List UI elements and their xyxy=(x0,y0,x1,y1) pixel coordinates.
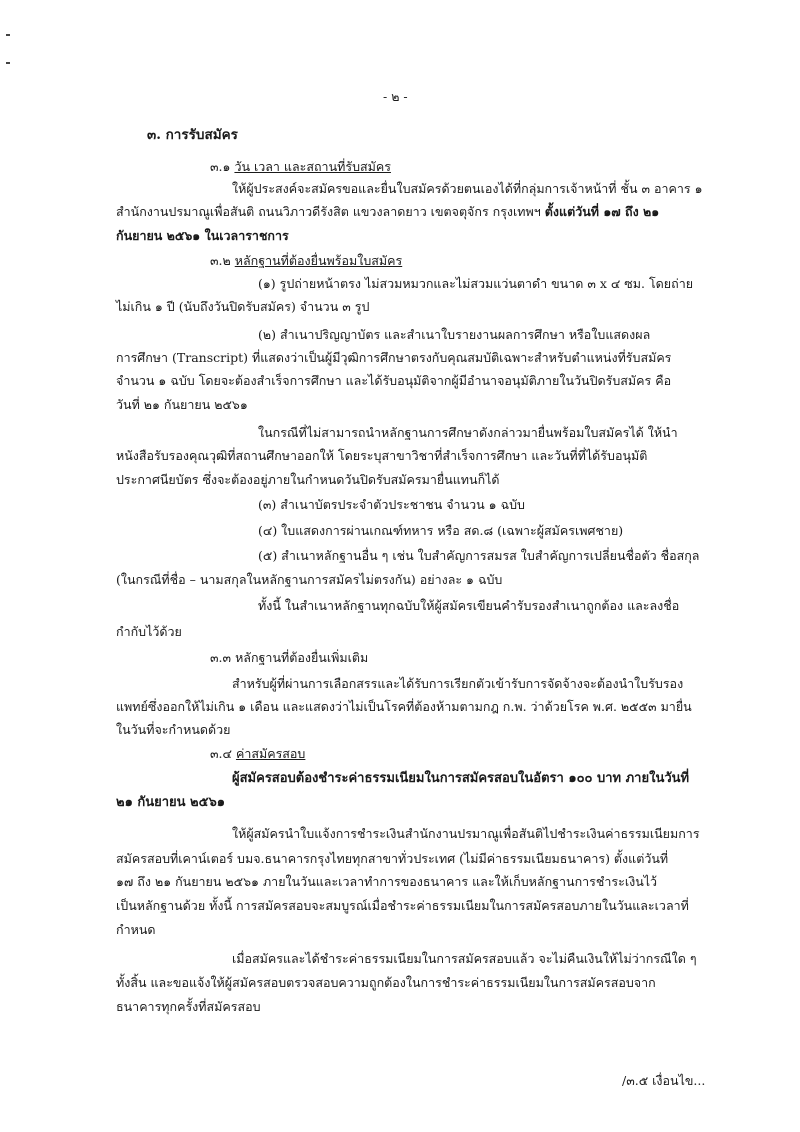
section-3-2-heading xyxy=(210,252,402,270)
paragraph-line: ทั้งสิ้น และขอแจ้งให้ผู้สมัครสอบตรวจสอบความถูกต้องในการชำระค่าธรรมเนียมในการสมัครสอบจาก xyxy=(116,975,656,990)
paragraph-line: ให้ผู้ประสงค์จะสมัครขอและยื่นใบสมัครด้วยตนเองได้ที่กลุ่มการเจ้าหน้าที่ ชั้น ๓ อาคาร ๑ xyxy=(232,181,703,196)
section-3-2-number: ๓.๒ xyxy=(210,253,231,268)
list-item-continued: การศึกษา (Transcript) ที่แสดงว่าเป็นผู้มีวุฒิการศึกษาตรงกับคุณสมบัติเฉพาะสำหรับตำแหน่งที่รับสมัคร xyxy=(116,350,672,365)
paragraph-line: กำกับไว้ด้วย xyxy=(116,624,182,639)
paragraph-bold-line: ผู้สมัครสอบต้องชำระค่าธรรมเนียมในการสมัครสอบในอัตรา ๑๐๐ บาท ภายในวันที่ xyxy=(232,771,690,786)
section-3-3-title: หลักฐานที่ต้องยื่นเพิ่มเติม xyxy=(235,650,369,665)
section-3-2-title: หลักฐานที่ต้องยื่นพร้อมใบสมัคร xyxy=(234,253,403,268)
continuation-note: /๓.๕ เงื่อนไข... xyxy=(622,1073,706,1088)
list-item: (๓) สำเนาบัตรประจำตัวประชาชน จำนวน ๑ ฉบับ xyxy=(258,497,525,512)
section-3-1-number: ๓.๑ xyxy=(210,159,231,174)
list-item-continued: ไม่เกิน ๑ ปี (นับถึงวันปิดรับสมัคร) จำนวน ๓ รูป xyxy=(116,299,370,314)
list-item: (๕) สำเนาหลักฐานอื่น ๆ เช่น ใบสำคัญการสมรส ใบสำคัญการเปลี่ยนชื่อตัว ชื่อสกุล xyxy=(258,548,700,563)
paragraph-line: เมื่อสมัครและได้ชำระค่าธรรมเนียมในการสมัครสอบแล้ว จะไม่คืนเงินให้ไม่ว่ากรณีใด ๆ xyxy=(232,951,697,966)
paragraph-line: กำหนด xyxy=(116,922,156,937)
paragraph-line: ประกาศนียบัตร ซึ่งจะต้องอยู่ภายในกำหนดวันปิดรับสมัครมายื่นแทนก็ได้ xyxy=(116,472,500,487)
scan-mark xyxy=(6,62,10,64)
section-3-4-heading xyxy=(210,745,305,763)
scan-mark xyxy=(6,34,10,36)
section-3-1-title: วัน เวลา และสถานที่รับสมัคร xyxy=(234,159,391,174)
paragraph-line: หนังสือรับรองคุณวุฒิที่สถานศึกษาออกให้ โดยระบุสาขาวิชาที่สำเร็จการศึกษา และวันที่ที่ได้รับอนุมัติ xyxy=(116,448,648,463)
paragraph-bold-line: กันยายน ๒๕๖๑ ในเวลาราชการ xyxy=(116,228,289,243)
section-3-3-heading xyxy=(210,649,368,667)
paragraph-text: สำนักงานปรมาณูเพื่อสันติ ถนนวิภาวดีรังสิต แขวงลาดยาว เขตจตุจักร กรุงเทพฯ xyxy=(116,204,541,219)
list-item: (๔) ใบแสดงการผ่านเกณฑ์ทหาร หรือ สด.๘ (เฉพาะผู้สมัครเพศชาย) xyxy=(258,523,624,538)
page-number: - ๒ - xyxy=(383,89,408,104)
paragraph-line: ธนาคารทุกครั้งที่สมัครสอบ xyxy=(116,999,261,1014)
section-3-title: ๓. การรับสมัคร xyxy=(147,127,238,143)
paragraph-bold-text: ตั้งแต่วันที่ ๑๗ ถึง ๒๑ xyxy=(544,204,660,219)
paragraph-line: ในวันที่จะกำหนดด้วย xyxy=(116,722,231,737)
paragraph-bold-line: ๒๑ กันยายน ๒๕๖๑ xyxy=(116,795,225,810)
paragraph-line xyxy=(116,203,659,221)
paragraph-line: เป็นหลักฐานด้วย ทั้งนี้ การสมัครสอบจะสมบูรณ์เมื่อชำระค่าธรรมเนียมในการสมัครสอบภายในวันและเวลาที่ xyxy=(116,898,689,913)
list-item: (๑) รูปถ่ายหน้าตรง ไม่สวมหมวกและไม่สวมแว่นตาดำ ขนาด ๓ x ๔ ซม. โดยถ่าย xyxy=(258,276,694,291)
list-item-continued: (ในกรณีที่ชื่อ – นามสกุลในหลักฐานการสมัครไม่ตรงกัน) อย่างละ ๑ ฉบับ xyxy=(116,572,503,587)
paragraph-line: ในกรณีที่ไม่สามารถนำหลักฐานการศึกษาดังกล่าวมายื่นพร้อมใบสมัครได้ ให้นำ xyxy=(258,425,678,440)
section-3-1-heading xyxy=(210,158,391,176)
section-3-4-number: ๓.๔ xyxy=(210,746,232,761)
section-3-3-number: ๓.๓ xyxy=(210,650,232,665)
paragraph-line: ๑๗ ถึง ๒๑ กันยายน ๒๕๖๑ ภายในวันและเวลาทำการของธนาคาร และให้เก็บหลักฐานการชำระเงินไว้ xyxy=(116,874,658,889)
list-item-continued: จำนวน ๑ ฉบับ โดยจะต้องสำเร็จการศึกษา และได้รับอนุมัติจากผู้มีอำนาจอนุมัติภายในวันปิดรับสมัคร คือ xyxy=(116,373,672,388)
paragraph-line: แพทย์ซึ่งออกให้ไม่เกิน ๑ เดือน และแสดงว่าไม่เป็นโรคที่ต้องห้ามตามกฎ ก.พ. ว่าด้วยโรค พ.ศ. ๒๕๕๓ มายื่น xyxy=(116,699,692,714)
paragraph-line: สำหรับผู้ที่ผ่านการเลือกสรรและได้รับการเรียกตัวเข้ารับการจัดจ้างจะต้องนำใบรับรอง xyxy=(232,676,684,691)
paragraph-line: ให้ผู้สมัครนำใบแจ้งการชำระเงินสำนักงานปรมาณูเพื่อสันติไปชำระเงินค่าธรรมเนียมการ xyxy=(232,826,700,841)
paragraph-line: ทั้งนี้ ในสำเนาหลักฐานทุกฉบับให้ผู้สมัครเขียนคำรับรองสำเนาถูกต้อง และลงชื่อ xyxy=(258,598,680,613)
list-item: (๒) สำเนาปริญญาบัตร และสำเนาใบรายงานผลการศึกษา หรือใบแสดงผล xyxy=(258,327,651,342)
list-item-continued: วันที่ ๒๑ กันยายน ๒๕๖๑ xyxy=(116,397,248,412)
paragraph-line: สมัครสอบที่เคาน์เตอร์ บมจ.ธนาคารกรุงไทยทุกสาขาทั่วประเทศ (ไม่มีค่าธรรมเนียมธนาคาร) ตั้งแต่วันที่ xyxy=(116,851,669,866)
section-3-4-title: ค่าสมัครสอบ xyxy=(235,746,306,761)
